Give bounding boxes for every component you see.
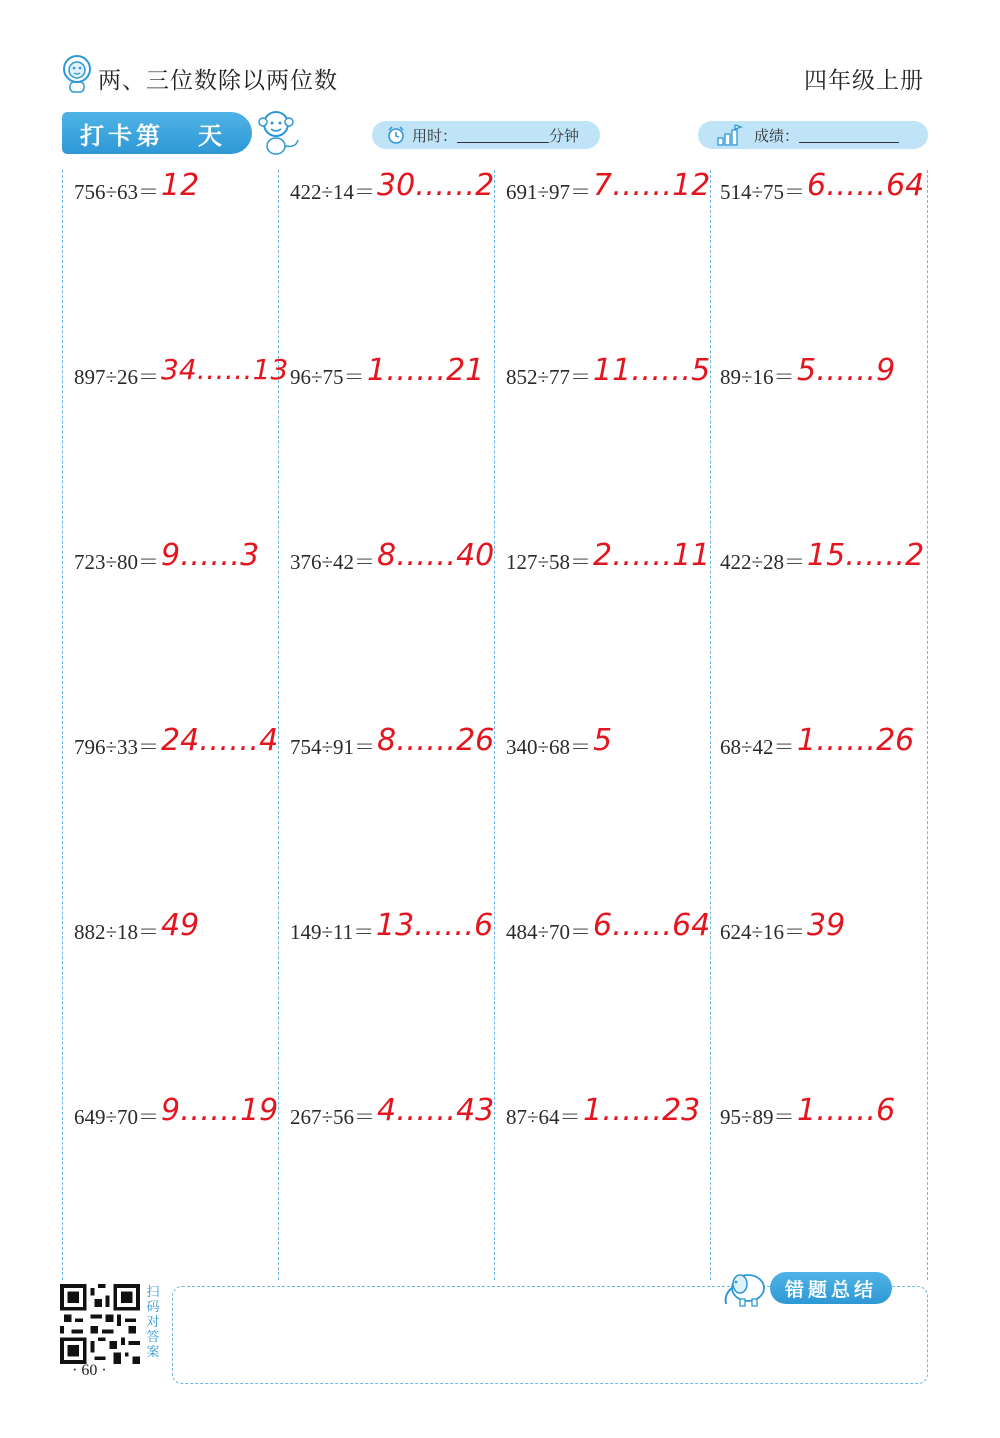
checkin-suffix: 天 xyxy=(198,122,226,150)
lion-mascot-icon xyxy=(60,54,94,94)
division-problem: 691÷97＝ xyxy=(506,180,592,204)
handwritten-answer: 4……43 xyxy=(377,1093,495,1128)
column-divider xyxy=(927,170,928,1280)
division-problem: 756÷63＝ xyxy=(74,180,160,204)
handwritten-answer: 9……19 xyxy=(161,1093,279,1128)
handwritten-answer: 30……2 xyxy=(377,168,495,203)
monkey-mascot-icon xyxy=(250,106,304,156)
division-problem: 882÷18＝ xyxy=(74,920,160,944)
handwritten-answer: 8……40 xyxy=(377,538,495,573)
score-blank[interactable] xyxy=(799,128,899,143)
division-problem: 267÷56＝ xyxy=(290,1105,376,1129)
division-problem: 624÷16＝ xyxy=(720,920,806,944)
elephant-mascot-icon xyxy=(718,1266,774,1308)
clock-icon xyxy=(386,125,406,145)
page-number: · 60 · xyxy=(72,1362,107,1379)
time-blank[interactable] xyxy=(457,128,549,143)
handwritten-answer: 12 xyxy=(161,168,200,203)
division-problem: 754÷91＝ xyxy=(290,735,376,759)
handwritten-answer: 6……64 xyxy=(593,908,711,943)
score-label: 成绩： xyxy=(754,127,800,145)
handwritten-answer: 39 xyxy=(807,908,846,943)
handwritten-answer: 49 xyxy=(161,908,200,943)
handwritten-answer: 1……21 xyxy=(367,353,485,388)
division-problem: 422÷14＝ xyxy=(290,180,376,204)
division-problem: 149÷11＝ xyxy=(290,920,375,944)
division-problem: 852÷77＝ xyxy=(506,365,592,389)
handwritten-answer: 15……2 xyxy=(807,538,925,573)
problem-grid xyxy=(62,170,928,1280)
time-field xyxy=(372,121,600,149)
division-problem: 68÷42＝ xyxy=(720,735,795,759)
division-problem: 649÷70＝ xyxy=(74,1105,160,1129)
division-problem: 484÷70＝ xyxy=(506,920,592,944)
handwritten-answer: 34……13 xyxy=(161,353,289,386)
division-problem: 514÷75＝ xyxy=(720,180,806,204)
handwritten-answer: 11……5 xyxy=(593,353,711,388)
handwritten-answer: 1……6 xyxy=(797,1093,896,1128)
time-unit: 分钟 xyxy=(549,127,580,145)
handwritten-answer: 5 xyxy=(593,723,613,758)
handwritten-answer: 7……12 xyxy=(593,168,711,203)
chapter-title: 两、三位数除以两位数 xyxy=(98,67,338,93)
division-problem: 376÷42＝ xyxy=(290,550,376,574)
handwritten-answer: 9……3 xyxy=(161,538,260,573)
checkin-banner xyxy=(62,112,252,154)
score-chart-icon xyxy=(716,124,744,146)
column-divider xyxy=(710,170,711,1280)
handwritten-answer: 13……6 xyxy=(376,908,494,943)
score-field xyxy=(698,121,928,149)
division-problem: 897÷26＝ xyxy=(74,365,160,389)
division-problem: 127÷58＝ xyxy=(506,550,592,574)
handwritten-answer: 8……26 xyxy=(377,723,495,758)
division-problem: 723÷80＝ xyxy=(74,550,160,574)
division-problem: 96÷75＝ xyxy=(290,365,365,389)
division-problem: 95÷89＝ xyxy=(720,1105,795,1129)
qr-code-icon[interactable] xyxy=(60,1284,140,1364)
handwritten-answer: 1……26 xyxy=(797,723,915,758)
division-problem: 340÷68＝ xyxy=(506,735,592,759)
division-problem: 89÷16＝ xyxy=(720,365,795,389)
handwritten-answer: 24……4 xyxy=(161,723,279,758)
time-label: 用时： xyxy=(412,127,458,145)
handwritten-answer: 6……64 xyxy=(807,168,925,203)
mistake-summary-label: 错题总结 xyxy=(770,1272,892,1304)
handwritten-answer: 5……9 xyxy=(797,353,896,388)
handwritten-answer: 2……11 xyxy=(593,538,711,573)
division-problem: 87÷64＝ xyxy=(506,1105,581,1129)
division-problem: 422÷28＝ xyxy=(720,550,806,574)
grade-label: 四年级上册 xyxy=(804,67,924,93)
handwritten-answer: 1……23 xyxy=(583,1093,701,1128)
division-problem: 796÷33＝ xyxy=(74,735,160,759)
column-divider xyxy=(62,170,63,1280)
qr-caption: 扫码对答案 xyxy=(146,1284,160,1359)
checkin-prefix: 打卡第 xyxy=(80,122,164,150)
